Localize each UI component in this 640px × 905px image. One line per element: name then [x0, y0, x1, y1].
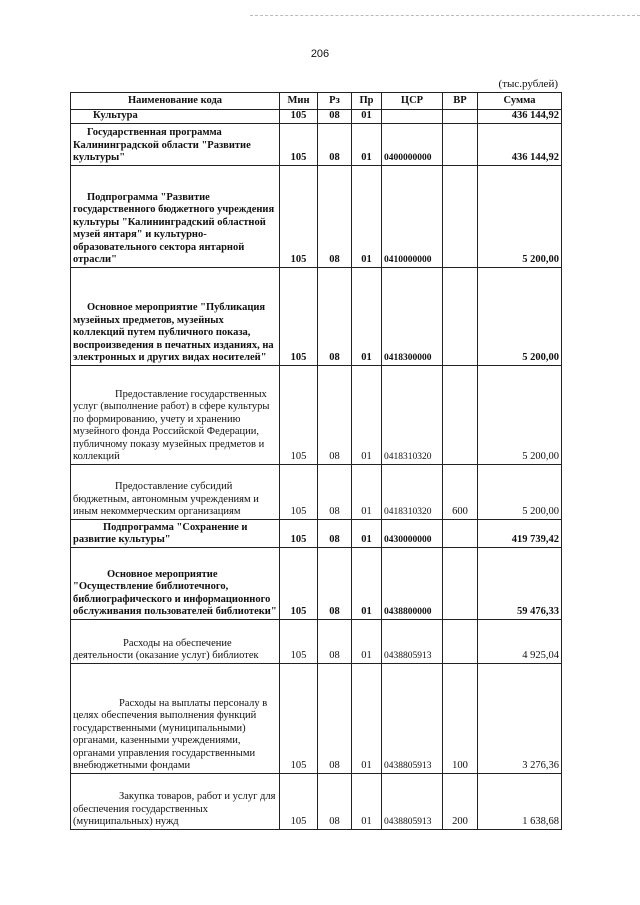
row-sum: 5 200,00	[478, 165, 562, 267]
row-vr	[443, 519, 478, 547]
row-pr: 01	[352, 267, 382, 365]
row-pr: 01	[352, 619, 382, 663]
row-csr: 0438800000	[382, 547, 443, 619]
table-row	[71, 547, 562, 619]
row-min: 105	[280, 519, 318, 547]
row-name: Подпрограмма "Развитие государственного бюджетного учреждения культуры "Калининградский областной музей янтаря" и культурно-образовательного сектора янтарной отрасли"	[71, 165, 280, 267]
row-sum: 436 144,92	[478, 123, 562, 165]
row-vr	[443, 123, 478, 165]
row-vr: 200	[443, 773, 478, 829]
row-pr: 01	[352, 123, 382, 165]
row-csr: 0418300000	[382, 267, 443, 365]
row-rz: 08	[318, 547, 352, 619]
header-name: Наименование кода	[71, 93, 280, 110]
row-vr	[443, 110, 478, 124]
table-row	[71, 519, 562, 547]
row-sum: 59 476,33	[478, 547, 562, 619]
row-vr	[443, 267, 478, 365]
row-sum: 3 276,36	[478, 663, 562, 773]
row-name: Предоставление государственных услуг (выполнение работ) в сфере культуры по формированию, учету и хранению музейного фонда Российской Федерации, публичному показу музейных предметов и коллекций	[71, 365, 280, 464]
units-label: (тыс.рублей)	[498, 78, 558, 90]
row-pr: 01	[352, 519, 382, 547]
row-min: 105	[280, 773, 318, 829]
row-pr: 01	[352, 365, 382, 464]
budget-table	[70, 92, 562, 830]
row-rz: 08	[318, 267, 352, 365]
row-rz: 08	[318, 365, 352, 464]
header-pr: Пр	[352, 93, 382, 110]
page-number: 206	[310, 48, 330, 60]
table-row	[71, 267, 562, 365]
row-name: Расходы на обеспечение деятельности (оказание услуг) библиотек	[71, 619, 280, 663]
row-min: 105	[280, 267, 318, 365]
row-sum: 5 200,00	[478, 464, 562, 519]
row-vr: 600	[443, 464, 478, 519]
row-sum: 436 144,92	[478, 110, 562, 124]
row-csr: 0410000000	[382, 165, 443, 267]
row-rz: 08	[318, 519, 352, 547]
row-name: Расходы на выплаты персоналу в целях обеспечения выполнения функций государственными (муниципальными) органами, казенными учреждениями, органами управления государственными внебюджетными фондами	[71, 663, 280, 773]
row-rz: 08	[318, 110, 352, 124]
row-name: Подпрограмма "Сохранение и развитие культуры"	[71, 519, 280, 547]
row-name: Государственная программа Калининградской области "Развитие культуры"	[71, 123, 280, 165]
row-sum: 5 200,00	[478, 267, 562, 365]
header-rz: Рз	[318, 93, 352, 110]
table-row	[71, 165, 562, 267]
row-csr: 0400000000	[382, 123, 443, 165]
row-pr: 01	[352, 464, 382, 519]
row-csr: 0418310320	[382, 365, 443, 464]
row-min: 105	[280, 110, 318, 124]
header-vr: ВР	[443, 93, 478, 110]
row-pr: 01	[352, 165, 382, 267]
row-csr: 0438805913	[382, 773, 443, 829]
row-pr: 01	[352, 773, 382, 829]
table-row	[71, 123, 562, 165]
header-min: Мин	[280, 93, 318, 110]
row-pr: 01	[352, 663, 382, 773]
row-sum: 1 638,68	[478, 773, 562, 829]
row-min: 105	[280, 547, 318, 619]
top-rule	[250, 15, 640, 16]
row-pr: 01	[352, 547, 382, 619]
row-min: 105	[280, 165, 318, 267]
row-csr: 0438805913	[382, 619, 443, 663]
row-name: Культура	[71, 110, 280, 124]
table-row	[71, 663, 562, 773]
table-row	[71, 365, 562, 464]
table-row	[71, 619, 562, 663]
table-row	[71, 110, 562, 124]
row-csr	[382, 110, 443, 124]
row-rz: 08	[318, 123, 352, 165]
row-rz: 08	[318, 619, 352, 663]
row-rz: 08	[318, 464, 352, 519]
row-pr: 01	[352, 110, 382, 124]
row-vr: 100	[443, 663, 478, 773]
row-rz: 08	[318, 663, 352, 773]
row-vr	[443, 547, 478, 619]
row-min: 105	[280, 123, 318, 165]
header-sum: Сумма	[478, 93, 562, 110]
row-min: 105	[280, 365, 318, 464]
row-rz: 08	[318, 165, 352, 267]
row-sum: 5 200,00	[478, 365, 562, 464]
table-row	[71, 464, 562, 519]
row-vr	[443, 165, 478, 267]
row-rz: 08	[318, 773, 352, 829]
row-vr	[443, 619, 478, 663]
table-header	[71, 93, 562, 110]
row-sum: 419 739,42	[478, 519, 562, 547]
row-name: Основное мероприятие "Осуществление библиотечного, библиографического и информационного обслуживания пользователей библиотеки"	[71, 547, 280, 619]
row-min: 105	[280, 464, 318, 519]
row-sum: 4 925,04	[478, 619, 562, 663]
row-csr: 0438805913	[382, 663, 443, 773]
row-min: 105	[280, 663, 318, 773]
row-vr	[443, 365, 478, 464]
table-row	[71, 773, 562, 829]
row-name: Закупка товаров, работ и услуг для обеспечения государственных (муниципальных) нужд	[71, 773, 280, 829]
row-csr: 0418310320	[382, 464, 443, 519]
row-name: Основное мероприятие "Публикация музейных предметов, музейных коллекций путем публичного показа, воспроизведения в печатных изданиях, на электронных и других видах носителей"	[71, 267, 280, 365]
header-csr: ЦСР	[382, 93, 443, 110]
row-min: 105	[280, 619, 318, 663]
row-csr: 0430000000	[382, 519, 443, 547]
row-name: Предоставление субсидий бюджетным, автономным учреждениям и иным некоммерческим организациям	[71, 464, 280, 519]
